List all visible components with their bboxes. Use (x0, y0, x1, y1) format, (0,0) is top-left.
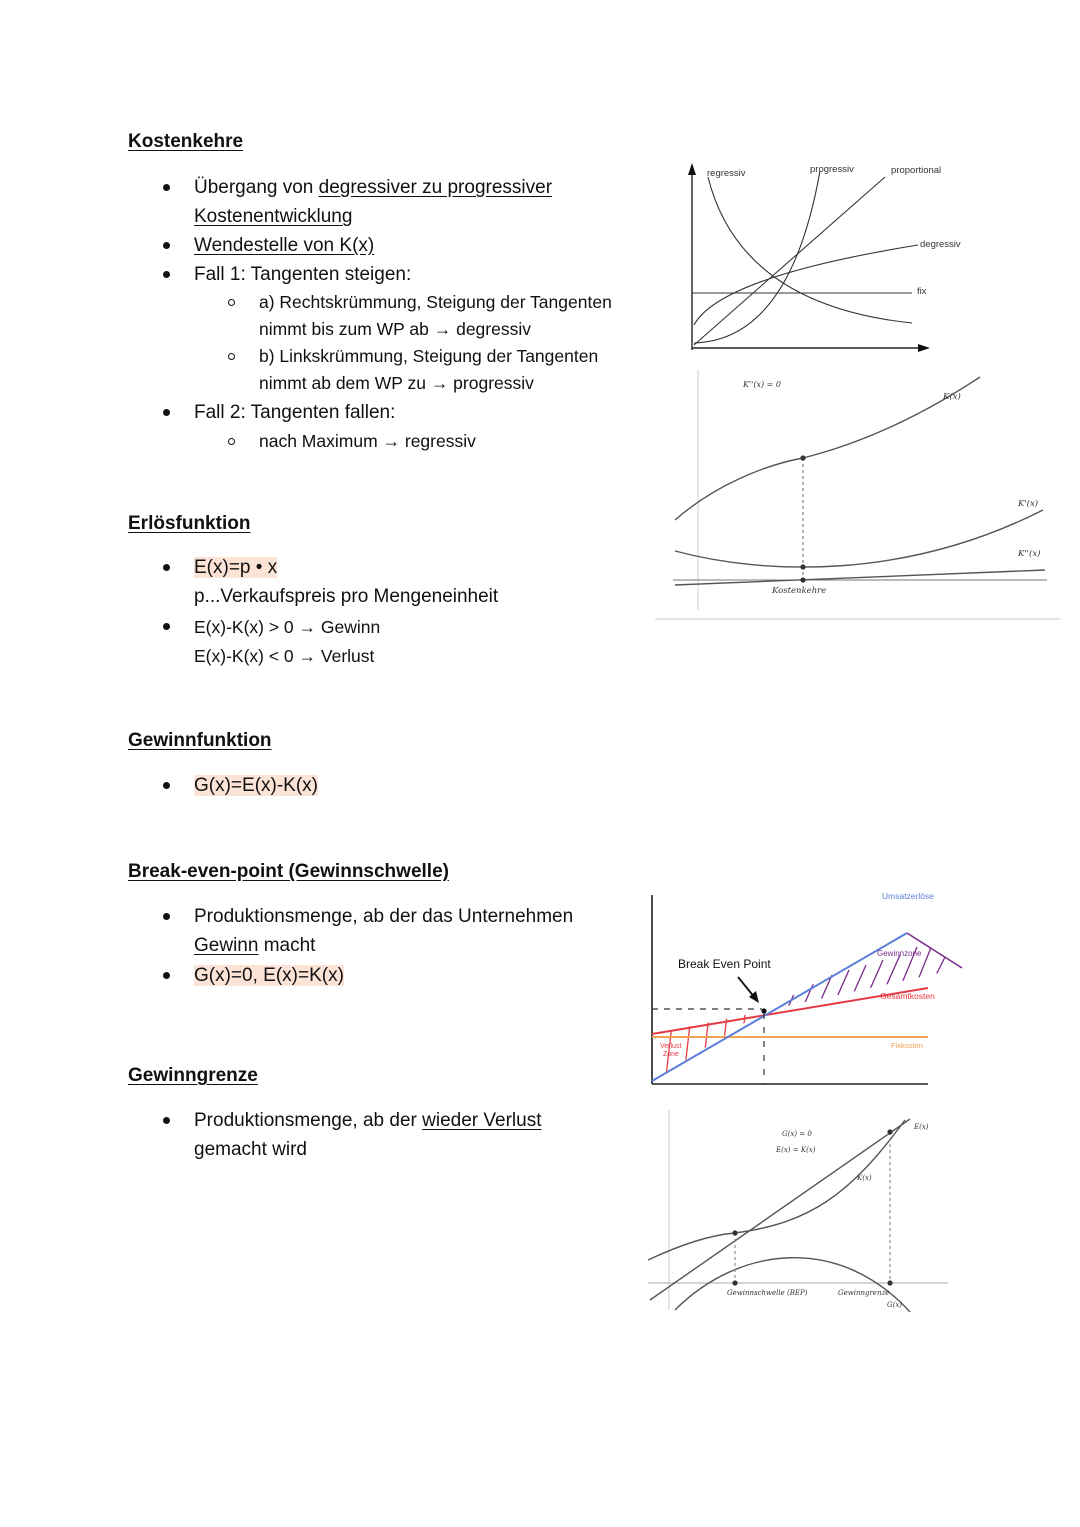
bullet (163, 564, 170, 571)
bep-bullet-1 (194, 902, 573, 960)
proportional-line (694, 177, 885, 345)
inflection-point (800, 455, 805, 460)
kostenkehre-bullet-1 (194, 173, 552, 231)
text: macht (258, 935, 316, 956)
text: nimmt ab dem WP zu → progressiv (259, 373, 534, 393)
kostenkehre-bullet-3: Fall 1: Tangenten steigen: (194, 264, 412, 285)
text: b) Linkskrümmung, Steigung der Tangenten (259, 346, 599, 366)
bullet (163, 242, 170, 249)
label-kx: K(x) (943, 392, 961, 402)
heading-gewinngrenze: Gewinngrenze (128, 1065, 258, 1086)
underlined-text: wieder Verlust (422, 1110, 542, 1131)
heading-break-even-point: Break-even-point (Gewinnschwelle) (128, 861, 449, 882)
highlighted-formula: G(x)=E(x)-K(x) (194, 775, 319, 796)
label-break-even-point: Break Even Point (678, 957, 771, 971)
label-fixkosten: Fixkosten (891, 1041, 924, 1050)
label-progressiv: progressiv (810, 164, 854, 175)
grenze-axis-point (887, 1280, 892, 1285)
bullet (163, 623, 170, 630)
break-even-diagram (645, 885, 975, 1090)
bullet (163, 972, 170, 979)
cost-types-diagram (680, 155, 980, 360)
kostenkehre-sub-1 (259, 289, 612, 343)
label-gx: G(x) (887, 1301, 903, 1309)
kppx-line (675, 570, 1045, 585)
label-verlust: Verlust (660, 1043, 682, 1050)
kx-curve (675, 377, 980, 520)
label-gesamtkosten: Gesamtkosten (880, 991, 935, 1001)
highlighted-formula: E(x)=p • x (194, 557, 278, 578)
text: E(x)-K(x) < 0 → Verlust (194, 646, 375, 666)
gewinnschwelle-graph (640, 1105, 960, 1315)
text: Übergang von (194, 177, 319, 198)
label-g-zero: G(x) = 0 (782, 1130, 812, 1138)
label-kpx: K'(x) (1018, 499, 1039, 509)
label-proportional: proportional (891, 165, 942, 176)
heading-gewinnfunktion: Gewinnfunktion (128, 730, 272, 751)
underlined-text: degressiver zu progressiver (318, 177, 553, 198)
label-umsatzerloese: Umsatzerlöse (882, 891, 934, 901)
bep-axis-point (732, 1280, 737, 1285)
y-axis-arrow (688, 163, 696, 175)
kostenkehre-sub-3: nach Maximum → regressiv (259, 431, 476, 451)
label-kostenkehre: Kostenkehre (772, 586, 827, 596)
kpx-curve (675, 510, 1043, 567)
text: Produktionsmenge, ab der (194, 1110, 423, 1131)
text: nimmt bis zum WP ab → degressiv (259, 319, 531, 339)
label-e-eq-k: E(x) = K(x) (776, 1146, 816, 1154)
regressiv-curve (708, 177, 912, 323)
umsatzerloese-line (652, 933, 907, 1081)
break-even-point (761, 1008, 766, 1013)
label-zone: Zone (663, 1051, 679, 1058)
label-fix: fix (917, 286, 927, 297)
gewinnzone-hatching (778, 940, 951, 1030)
label-degressiv: degressiv (920, 239, 961, 250)
sub-bullet (228, 299, 235, 306)
bullet (163, 184, 170, 191)
label-regressiv: regressiv (707, 168, 746, 179)
erloes-bullet-2 (194, 613, 380, 671)
heading-kostenkehre: Kostenkehre (128, 131, 244, 152)
kostenkehre-bullet-2: Wendestelle von K(x) (194, 235, 375, 256)
bep-intersection (732, 1230, 737, 1235)
progressiv-curve (694, 171, 820, 343)
text: E(x)-K(x) > 0 → Gewinn (194, 617, 381, 637)
bullet (163, 913, 170, 920)
heading-erloesfunktion: Erlösfunktion (128, 513, 251, 534)
gx-curve (675, 1258, 910, 1312)
text: gemacht wird (194, 1139, 307, 1160)
text: p...Verkaufspreis pro Mengeneinheit (194, 586, 499, 607)
bep-bullet-2 (194, 961, 344, 990)
sub-bullet (228, 353, 235, 360)
kx-curve (648, 1120, 905, 1260)
bullet (163, 1117, 170, 1124)
text: a) Rechtskrümmung, Steigung der Tangenten (259, 292, 612, 312)
label-gewinnzone: Gewinnzone (877, 949, 922, 958)
underlined-text: Kostenentwicklung (194, 206, 353, 227)
bullet (163, 271, 170, 278)
label-kx: K(x) (857, 1174, 872, 1182)
gewinn-bullet-1 (194, 771, 318, 800)
kostenkehre-graph (655, 365, 1065, 625)
underlined-text: Gewinn (194, 935, 259, 956)
label-gewinnschwelle: Gewinnschwelle (BEP) (727, 1289, 808, 1297)
label-kpp-zero: K''(x) = 0 (743, 380, 782, 389)
grenze-bullet-1 (194, 1106, 541, 1164)
erloes-bullet-1 (194, 553, 498, 611)
kpx-minimum-point (800, 564, 805, 569)
label-kppx: K''(x) (1018, 549, 1041, 559)
highlighted-formula: G(x)=0, E(x)=K(x) (194, 965, 344, 986)
bullet (163, 782, 170, 789)
x-axis-arrow (918, 344, 930, 352)
degressiv-curve (694, 245, 918, 325)
kostenkehre-sub-2 (259, 343, 598, 397)
label-gewinngrenze: Gewinngrenze (838, 1289, 890, 1297)
bullet (163, 409, 170, 416)
kppx-zero-point (800, 577, 805, 582)
sub-bullet (228, 438, 235, 445)
kostenkehre-bullet-4: Fall 2: Tangenten fallen: (194, 402, 396, 423)
grenze-intersection (887, 1129, 892, 1134)
text: Produktionsmenge, ab der das Unternehmen (194, 906, 574, 927)
label-ex: E(x) (914, 1123, 929, 1131)
